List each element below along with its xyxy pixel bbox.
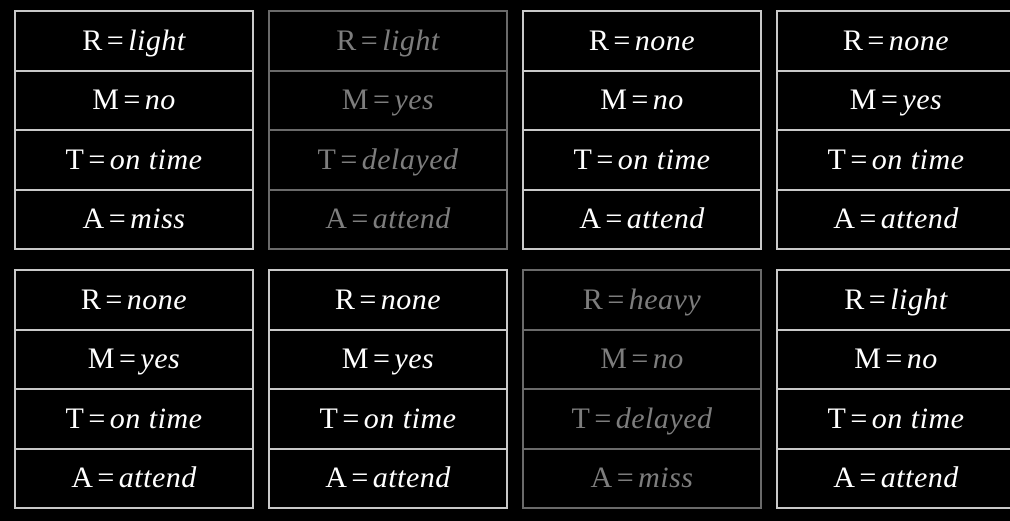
equals-symbol: = xyxy=(123,83,141,117)
attribute-value: attend xyxy=(118,461,197,495)
attribute-value: no xyxy=(144,83,176,117)
attribute-value: on time xyxy=(109,142,203,176)
attribute-value: none xyxy=(126,282,188,316)
attribute-text xyxy=(842,23,950,57)
attribute-variable: M xyxy=(92,83,120,117)
attribute-row xyxy=(778,450,1010,508)
attribute-row xyxy=(16,131,252,191)
attribute-text xyxy=(88,344,180,374)
attribute-text xyxy=(65,142,203,176)
equals-symbol: = xyxy=(359,282,377,316)
attribute-row xyxy=(778,191,1010,249)
equals-symbol: = xyxy=(88,401,106,435)
attribute-value: no xyxy=(906,342,938,376)
attribute-variable: T xyxy=(65,401,85,435)
equals-symbol: = xyxy=(885,342,903,376)
attribute-value: on time xyxy=(871,142,965,176)
attribute-variable: M xyxy=(849,83,877,117)
attribute-variable: R xyxy=(842,23,864,57)
case-card xyxy=(14,269,254,509)
attribute-row xyxy=(778,271,1010,331)
case-card xyxy=(268,269,508,509)
equals-symbol: = xyxy=(616,461,635,495)
attribute-value: delayed xyxy=(615,401,713,435)
equals-symbol: = xyxy=(351,461,369,495)
attribute-variable: A xyxy=(590,461,613,495)
attribute-variable: T xyxy=(319,401,339,435)
attribute-row xyxy=(524,450,760,508)
attribute-variable: A xyxy=(579,202,602,236)
attribute-value: on time xyxy=(363,401,457,435)
attribute-value: yes xyxy=(394,83,435,117)
attribute-text xyxy=(600,85,684,115)
equals-symbol: = xyxy=(118,342,137,376)
attribute-value: light xyxy=(382,23,440,57)
case-card xyxy=(14,10,254,250)
attribute-text xyxy=(342,344,434,374)
attribute-text xyxy=(844,282,948,316)
equals-symbol: = xyxy=(613,23,631,57)
equals-symbol: = xyxy=(631,342,649,376)
equals-symbol: = xyxy=(106,23,125,57)
attribute-variable: T xyxy=(571,401,591,435)
attribute-value: no xyxy=(652,83,684,117)
equals-symbol: = xyxy=(351,202,369,236)
equals-symbol: = xyxy=(607,282,625,316)
attribute-row xyxy=(778,131,1010,191)
attribute-row xyxy=(16,12,252,72)
attribute-row xyxy=(270,191,506,249)
attribute-variable: M xyxy=(600,342,628,376)
attribute-text xyxy=(571,401,713,435)
attribute-variable: A xyxy=(833,202,856,236)
attribute-row xyxy=(270,131,506,191)
attribute-value: on time xyxy=(617,142,711,176)
attribute-text xyxy=(582,282,702,316)
attribute-value: yes xyxy=(902,83,943,117)
attribute-row xyxy=(16,450,252,508)
attribute-variable: M xyxy=(341,83,369,117)
case-card xyxy=(522,10,762,250)
attribute-value: light xyxy=(890,282,948,316)
attribute-text xyxy=(833,204,959,234)
attribute-value: no xyxy=(652,342,684,376)
attribute-variable: R xyxy=(80,282,102,316)
attribute-value: yes xyxy=(140,342,181,376)
attribute-text xyxy=(65,401,203,435)
equals-symbol: = xyxy=(108,202,127,236)
attribute-value: attend xyxy=(372,202,451,236)
equals-symbol: = xyxy=(850,142,868,176)
attribute-row xyxy=(524,390,760,450)
attribute-variable: R xyxy=(844,282,865,316)
attribute-row xyxy=(270,72,506,132)
equals-symbol: = xyxy=(340,142,358,176)
equals-symbol: = xyxy=(594,401,612,435)
attribute-row xyxy=(16,191,252,249)
attribute-variable: R xyxy=(336,23,357,57)
attribute-row xyxy=(16,72,252,132)
attribute-value: light xyxy=(128,23,186,57)
attribute-text xyxy=(325,463,451,493)
attribute-variable: R xyxy=(82,23,103,57)
attribute-row xyxy=(524,191,760,249)
attribute-text xyxy=(342,85,434,115)
equals-symbol: = xyxy=(631,83,649,117)
attribute-text xyxy=(833,463,959,493)
attribute-text xyxy=(80,282,188,316)
attribute-variable: M xyxy=(600,83,628,117)
attribute-text xyxy=(325,204,451,234)
equals-symbol: = xyxy=(360,23,379,57)
attribute-variable: R xyxy=(588,23,610,57)
attribute-row xyxy=(524,72,760,132)
attribute-text xyxy=(334,282,442,316)
attribute-text xyxy=(319,401,457,435)
equals-symbol: = xyxy=(867,23,885,57)
attribute-variable: R xyxy=(582,282,604,316)
case-card xyxy=(776,269,1010,509)
attribute-text xyxy=(82,23,186,57)
attribute-variable: A xyxy=(325,202,348,236)
attribute-text xyxy=(827,142,965,176)
attribute-value: none xyxy=(634,23,696,57)
attribute-value: none xyxy=(888,23,950,57)
attribute-variable: T xyxy=(827,142,847,176)
attribute-value: miss xyxy=(130,202,186,236)
attribute-variable: M xyxy=(87,342,115,376)
attribute-text xyxy=(850,85,942,115)
equals-symbol: = xyxy=(372,342,391,376)
attribute-variable: T xyxy=(317,142,337,176)
attribute-row xyxy=(270,271,506,331)
attribute-variable: A xyxy=(71,461,94,495)
attribute-text xyxy=(92,85,176,115)
case-card xyxy=(522,269,762,509)
equals-symbol: = xyxy=(850,401,868,435)
attribute-value: none xyxy=(380,282,442,316)
attribute-value: miss xyxy=(638,461,694,495)
attribute-variable: T xyxy=(573,142,593,176)
attribute-row xyxy=(16,271,252,331)
attribute-variable: T xyxy=(65,142,85,176)
attribute-variable: T xyxy=(827,401,847,435)
attribute-value: attend xyxy=(626,202,705,236)
attribute-row xyxy=(270,450,506,508)
equals-symbol: = xyxy=(88,142,106,176)
attribute-value: yes xyxy=(394,342,435,376)
attribute-variable: A xyxy=(833,461,856,495)
equals-symbol: = xyxy=(105,282,123,316)
attribute-variable: A xyxy=(325,461,348,495)
case-card xyxy=(268,10,508,250)
attribute-text xyxy=(71,463,197,493)
case-card xyxy=(776,10,1010,250)
attribute-text xyxy=(336,23,440,57)
attribute-row xyxy=(270,390,506,450)
equals-symbol: = xyxy=(859,202,877,236)
attribute-value: delayed xyxy=(361,142,459,176)
attribute-value: attend xyxy=(880,461,959,495)
attribute-text xyxy=(317,142,459,176)
attribute-variable: M xyxy=(854,342,882,376)
equals-symbol: = xyxy=(605,202,623,236)
attribute-row xyxy=(778,331,1010,391)
attribute-text xyxy=(579,204,705,234)
attribute-text xyxy=(827,401,965,435)
attribute-value: on time xyxy=(109,401,203,435)
equals-symbol: = xyxy=(97,461,115,495)
attribute-row xyxy=(778,390,1010,450)
attribute-row xyxy=(16,390,252,450)
attribute-variable: R xyxy=(334,282,356,316)
attribute-row xyxy=(524,131,760,191)
attribute-row xyxy=(778,72,1010,132)
attribute-row xyxy=(778,12,1010,72)
attribute-value: attend xyxy=(372,461,451,495)
equals-symbol: = xyxy=(868,282,887,316)
equals-symbol: = xyxy=(859,461,877,495)
attribute-text xyxy=(854,344,938,374)
attribute-text xyxy=(83,204,186,234)
equals-symbol: = xyxy=(880,83,899,117)
attribute-row xyxy=(16,331,252,391)
equals-symbol: = xyxy=(596,142,614,176)
attribute-text xyxy=(591,463,694,493)
attribute-row xyxy=(270,331,506,391)
attribute-value: on time xyxy=(871,401,965,435)
attribute-text xyxy=(588,23,696,57)
attribute-variable: M xyxy=(341,342,369,376)
attribute-text xyxy=(573,142,711,176)
attribute-row xyxy=(524,271,760,331)
attribute-text xyxy=(600,344,684,374)
equals-symbol: = xyxy=(372,83,391,117)
equals-symbol: = xyxy=(342,401,360,435)
attribute-row xyxy=(524,12,760,72)
attribute-row xyxy=(270,12,506,72)
attribute-value: heavy xyxy=(628,282,702,316)
attribute-value: attend xyxy=(880,202,959,236)
attribute-variable: A xyxy=(82,202,105,236)
attribute-row xyxy=(524,331,760,391)
